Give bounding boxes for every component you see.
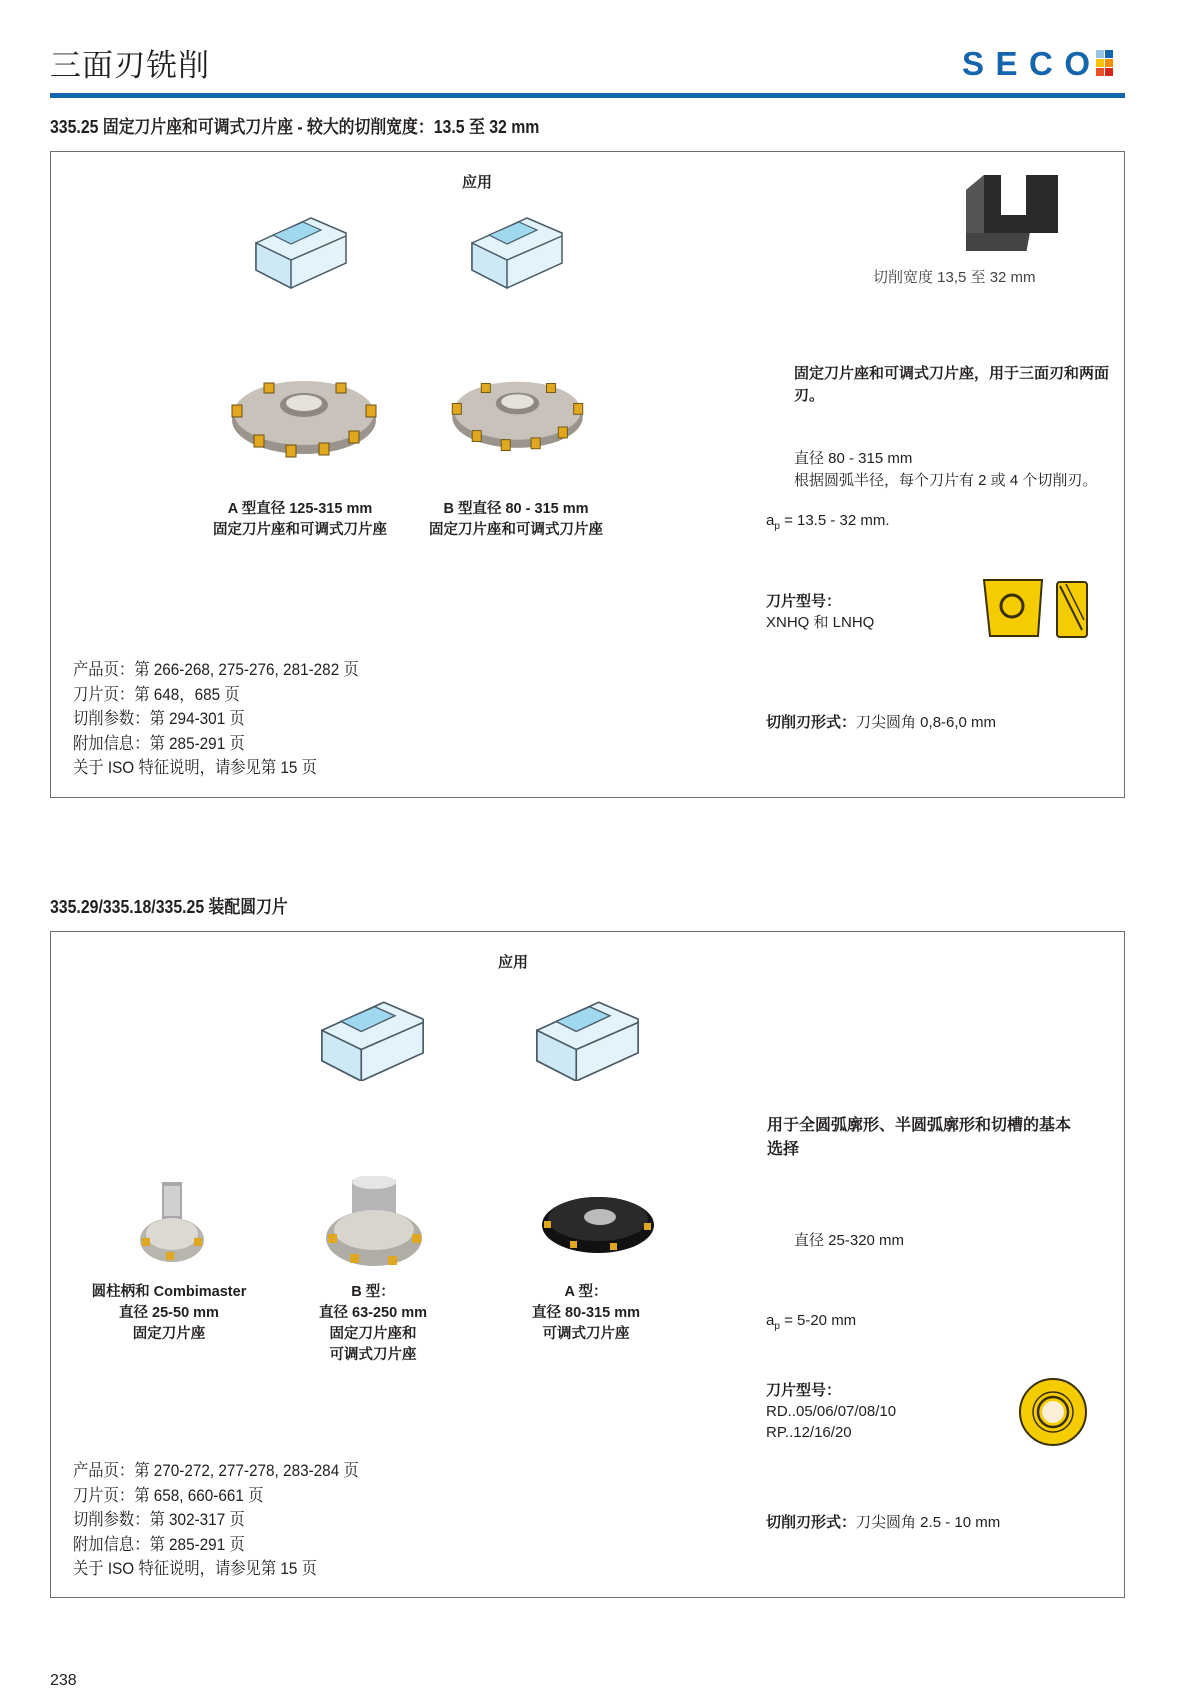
edge-form: 切削刃形式：刀尖圆角 0,8-6,0 mm — [766, 714, 997, 731]
desc-line2: 选择 — [767, 1141, 800, 1158]
application-label: 应用 — [462, 174, 493, 191]
cut-width-block-illustration — [966, 175, 1058, 253]
ref-iso-note: 关于 ISO 特征说明，请参见第 15 页 — [73, 1559, 317, 1578]
ap-value: $a_p = 5-20$ mm — [766, 1312, 857, 1332]
section2-heading: 335.29/335.18/335.25 装配圆刀片 — [50, 897, 288, 917]
tool-type-b-caption — [319, 1282, 427, 1366]
cutter-b-caption — [429, 499, 603, 541]
caption-line: 固定刀片座和 — [329, 1326, 417, 1342]
type-a-cutter-image — [540, 1189, 656, 1255]
xnhq-insert-icon — [980, 578, 1092, 640]
diameter-range: 直径 80 - 315 mm — [794, 450, 913, 467]
half-radius-profile-illustration — [531, 991, 644, 1081]
full-radius-slot-illustration — [316, 991, 429, 1081]
ref-additional-info: 附加信息：第 285-291 页 — [73, 733, 245, 753]
caption-line: 可调式刀片座 — [329, 1347, 417, 1363]
caption-line: 直径 80-315 mm — [532, 1305, 640, 1321]
caption-line: A 型： — [564, 1284, 608, 1300]
header-rule — [50, 93, 1125, 98]
insert-types — [766, 591, 874, 633]
edges-note: 根据圆弧半径，每个刀片有 2 或 4 个切削刃。 — [794, 472, 1098, 489]
svg-text:SECO: SECO — [962, 48, 1090, 78]
cutter-a-line1: A 型直径 125-315 mm — [227, 501, 373, 517]
cutter-b-line1: B 型直径 80 - 315 mm — [443, 501, 589, 517]
ref-product-pages: 产品页：第 266-268, 275-276, 281-282 页 — [73, 660, 359, 679]
desc-line2: 刃。 — [794, 387, 825, 404]
cut-width-caption: 切削宽度 13,5 至 32 mm — [873, 269, 1036, 286]
ref-insert-pages: 刀片页：第 658, 660-661 页 — [73, 1485, 264, 1505]
cutter-a-caption — [213, 499, 387, 541]
ref-insert-pages: 刀片页：第 648，685 页 — [73, 684, 240, 704]
cutter-a-line2: 固定刀片座和可调式刀片座 — [213, 522, 387, 538]
diameter-range: 直径 25-320 mm — [794, 1232, 905, 1249]
page-number: 238 — [50, 1672, 77, 1689]
ref-product-pages: 产品页：第 270-272, 277-278, 283-284 页 — [73, 1461, 359, 1480]
desc-line1: 用于全圆弧廓形、半圆弧廓形和切槽的基本 — [767, 1117, 1072, 1134]
desc-line1: 固定刀片座和可调式刀片座，用于三面刃和两面 — [794, 365, 1110, 382]
caption-line: 固定刀片座 — [132, 1326, 206, 1342]
tool-type-a-caption — [532, 1282, 640, 1345]
insert-label: 刀片型号： — [766, 1382, 842, 1399]
insert-types — [766, 1380, 896, 1443]
caption-line: 圆柱柄和 Combimaster — [91, 1284, 247, 1300]
section2-references — [73, 1459, 359, 1582]
section2-description — [767, 1114, 1071, 1162]
section1-diameter-block — [794, 448, 1097, 492]
slot-side-illustration — [467, 207, 567, 289]
insert-type-values: XNHQ 和 LNHQ — [766, 614, 875, 631]
ref-additional-info: 附加信息：第 285-291 页 — [73, 1534, 245, 1554]
cutter-type-a-image — [224, 365, 384, 465]
ap-value: $a_p = 13.5 - 32$ mm. — [766, 512, 890, 532]
slot-full-illustration — [251, 207, 351, 289]
ref-iso-note: 关于 ISO 特征说明，请参见第 15 页 — [73, 758, 317, 777]
caption-line: B 型： — [351, 1284, 395, 1300]
section1-heading: 335.25 固定刀片座和可调式刀片座 - 较大的切削宽度：13.5 至 32 mm — [50, 117, 540, 137]
edge-form: 切削刃形式：刀尖圆角 2.5 - 10 mm — [766, 1514, 1001, 1531]
round-insert-icon — [1017, 1376, 1089, 1448]
cutter-b-line2: 固定刀片座和可调式刀片座 — [429, 522, 603, 538]
caption-line: 可调式刀片座 — [542, 1326, 630, 1342]
section1-references — [73, 658, 359, 781]
tool-shank-caption — [92, 1282, 247, 1345]
cylindrical-shank-cutter-image — [136, 1182, 208, 1267]
cutter-type-b-image — [445, 365, 590, 460]
insert-type-rd: RD..05/06/07/08/10 — [766, 1403, 897, 1420]
section1-description — [794, 363, 1109, 407]
ref-cutting-data: 切削参数：第 294-301 页 — [73, 709, 245, 728]
insert-type-rp: RP..12/16/20 — [766, 1424, 852, 1441]
caption-line: 直径 63-250 mm — [319, 1305, 427, 1321]
ref-cutting-data: 切削参数：第 302-317 页 — [73, 1510, 245, 1529]
seco-logo — [962, 48, 1120, 78]
insert-label: 刀片型号： — [766, 593, 842, 610]
page-title: 三面刃铣削 — [50, 48, 210, 83]
application-label: 应用 — [498, 954, 529, 971]
caption-line: 直径 25-50 mm — [119, 1305, 219, 1321]
type-b-cutter-image — [322, 1176, 426, 1271]
